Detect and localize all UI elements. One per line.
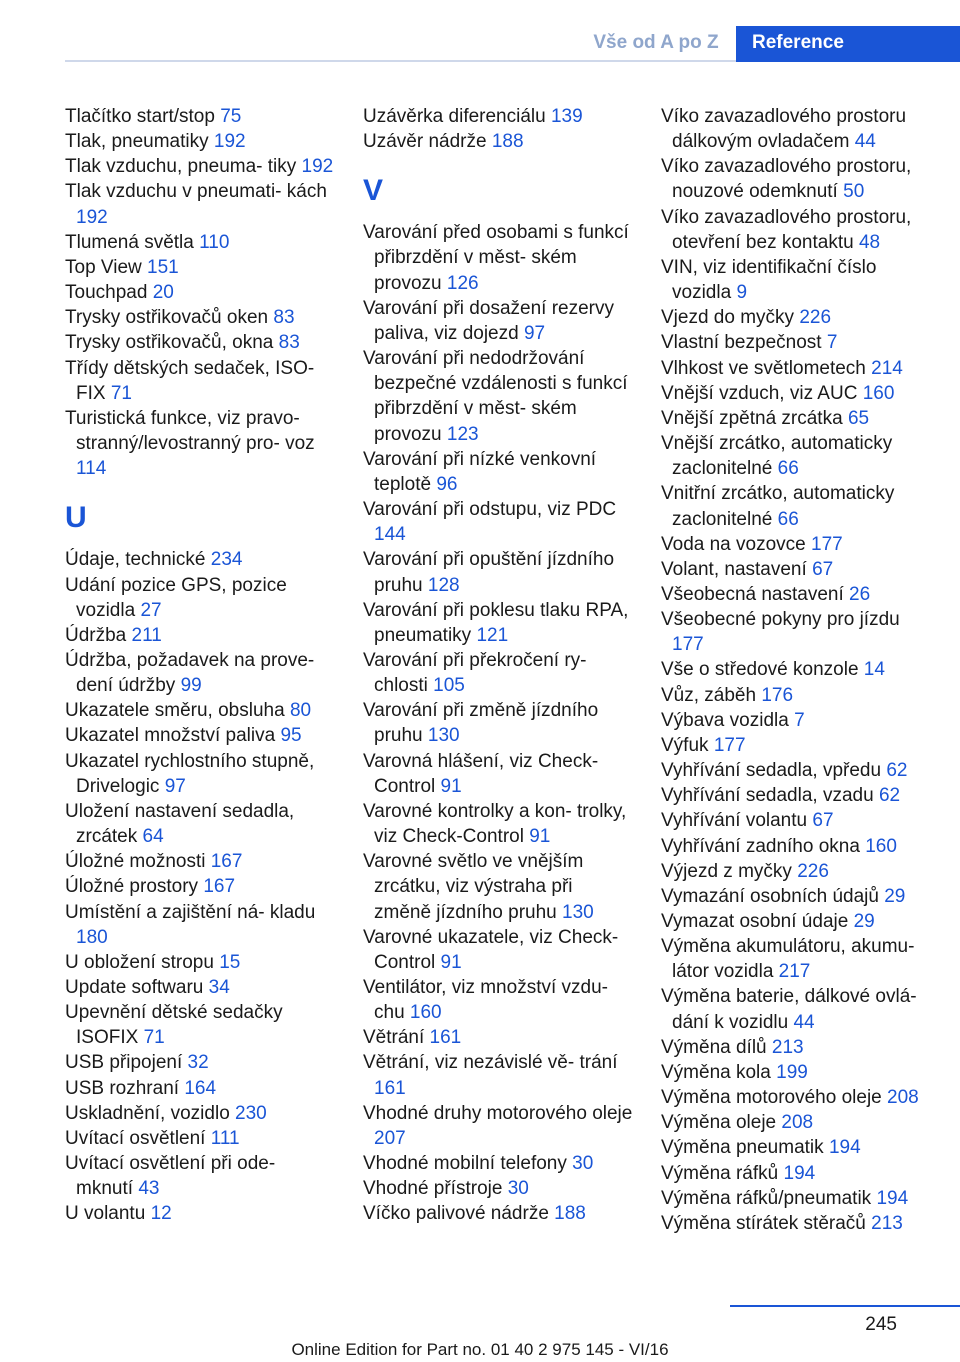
index-entry-text: Tlačítko start/stop xyxy=(65,106,215,127)
page-link[interactable]: 144 xyxy=(374,524,406,546)
page-link[interactable]: 30 xyxy=(507,1178,529,1200)
index-entry-text: Vlhkost ve světlometech xyxy=(661,357,866,379)
index-entry xyxy=(65,280,335,305)
index-entry-text: Víko zavazadlového prostoru, nouzové odemknutí xyxy=(661,156,912,203)
page-link[interactable]: 27 xyxy=(140,599,162,621)
index-entry-text: Úložné možnosti xyxy=(65,851,206,873)
page-link[interactable]: 177 xyxy=(713,734,746,756)
index-entry xyxy=(661,758,933,783)
index-entry xyxy=(65,623,335,648)
index-entry-text: Údržba, požadavek na prove- dení údržby xyxy=(65,649,315,697)
index-entry xyxy=(363,648,633,698)
index-entry-text: Výfuk xyxy=(661,734,709,756)
index-entry-text: Umístění a zajištění ná- kladu xyxy=(65,901,316,923)
index-entry-text: Víčko palivové nádrže xyxy=(363,1203,549,1225)
index-entry-text: Vnější vzduch, viz AUC xyxy=(661,382,858,404)
index-entry xyxy=(363,698,633,748)
page-link[interactable]: 105 xyxy=(433,675,465,697)
page-link[interactable]: 80 xyxy=(289,700,312,722)
index-entry xyxy=(65,104,335,129)
index-entry-text: U volantu xyxy=(65,1203,146,1225)
index-entry-text: Varovná hlášení, viz Check- Control xyxy=(363,750,599,797)
index-entry xyxy=(65,255,335,280)
index-entry xyxy=(661,330,933,355)
index-entry-text: Vjezd do myčky xyxy=(661,307,795,329)
index-entry xyxy=(661,1060,933,1085)
page-link[interactable]: 192 xyxy=(301,156,334,178)
index-entry-text: Top View xyxy=(65,256,142,278)
index-column-3 xyxy=(661,104,933,1236)
index-entry-text: Uložení nastavení sedadla, zrcátek xyxy=(65,800,295,848)
index-entry-text: Výměna kola xyxy=(661,1061,771,1083)
index-entry-text: Trysky ostřikovačů, okna xyxy=(65,332,274,354)
index-entry-text: Varování při nízké venkovní teplotě xyxy=(363,448,597,495)
index-entry-text: Větrání xyxy=(363,1027,425,1049)
index-entry xyxy=(661,859,933,884)
index-entry-text: Voda na vozovce xyxy=(661,533,806,555)
page-link[interactable]: 226 xyxy=(799,307,832,329)
page-link[interactable]: 194 xyxy=(828,1137,861,1159)
index-entry-text: Udání pozice GPS, pozice vozidla xyxy=(65,574,287,621)
index-entry xyxy=(661,557,933,582)
index-entry xyxy=(661,783,933,808)
index-entry-text: U obložení stropu xyxy=(65,951,214,973)
index-entry xyxy=(661,1135,933,1160)
index-entry-text: Varování při změně jízdního pruhu xyxy=(363,700,599,747)
index-entry xyxy=(661,934,933,984)
index-entry xyxy=(661,1110,933,1135)
index-entry xyxy=(661,1161,933,1186)
index-entry xyxy=(661,708,933,733)
index-entry xyxy=(65,573,335,623)
index-entry xyxy=(65,1151,335,1201)
index-entry xyxy=(65,406,335,481)
index-column-1 xyxy=(65,104,335,1227)
page-link[interactable]: 26 xyxy=(849,583,871,605)
page-link[interactable]: 230 xyxy=(235,1102,267,1124)
index-entry xyxy=(65,1000,335,1050)
index-entry xyxy=(661,154,933,204)
page-link[interactable]: 188 xyxy=(554,1203,586,1225)
index-entry xyxy=(661,1211,933,1236)
index-entry-text: Trysky ostřikovačů oken xyxy=(65,307,269,329)
index-entry xyxy=(65,900,335,950)
index-entry-text: Varování při odstupu, viz PDC xyxy=(363,499,617,521)
tab-a-to-z[interactable]: Vše od A po Z xyxy=(593,32,719,53)
index-entry xyxy=(363,1101,633,1151)
page-link[interactable]: 176 xyxy=(761,684,794,706)
page-link[interactable]: 29 xyxy=(853,911,875,932)
index-entry xyxy=(661,733,933,758)
index-entry xyxy=(65,230,335,255)
page-link[interactable]: 211 xyxy=(131,624,162,646)
index-entry xyxy=(661,884,933,909)
index-entry-text: Varování při nedodržování bezpečné vzdálenosti s funkcí přibrzdění v měst- ském provozu xyxy=(363,348,628,445)
index-entry xyxy=(65,547,335,572)
index-entry-text: Výměna dílů xyxy=(661,1036,767,1058)
index-entry xyxy=(65,356,335,406)
index-letter: V xyxy=(363,174,384,208)
page-link[interactable]: 9 xyxy=(736,282,748,304)
index-entry-text: Tlak vzduchu, pneuma- tiky xyxy=(65,156,297,178)
page-link[interactable]: 208 xyxy=(887,1087,919,1109)
index-entry-text: Údaje, technické xyxy=(65,549,206,571)
index-entry-text: Volant, nastavení xyxy=(661,558,807,580)
index-entry-text: Výměna stírátek stěračů xyxy=(661,1212,866,1234)
index-entry-text: Update softwaru xyxy=(65,977,204,998)
index-entry xyxy=(65,723,335,748)
index-entry-text: Výměna motorového oleje xyxy=(661,1087,882,1109)
page-link[interactable]: 71 xyxy=(143,1027,165,1049)
index-entry-text: Výměna oleje xyxy=(661,1112,777,1134)
index-entry-text: Turistická funkce, viz pravo- stranný/levostranný pro- voz xyxy=(65,407,315,455)
index-entry-text: Uvítací osvětlení xyxy=(65,1127,206,1149)
index-entry-text: Tlak, pneumatiky xyxy=(65,131,209,153)
page-link[interactable]: 44 xyxy=(854,131,876,153)
index-entry xyxy=(65,698,335,723)
index-entry xyxy=(65,330,335,355)
index-entry xyxy=(661,431,933,481)
page-link[interactable]: 167 xyxy=(203,876,236,898)
index-entry-text: Varovné kontrolky a kon- trolky, viz Check-Control xyxy=(363,800,627,848)
index-entry xyxy=(363,104,633,129)
index-entry xyxy=(363,975,633,1025)
index-entry-text: Vyhřívání zadního okna xyxy=(661,835,860,857)
index-entry-text: Vhodné mobilní telefony xyxy=(363,1153,567,1175)
index-entry xyxy=(661,255,933,305)
index-entry-text: Všeobecná nastavení xyxy=(661,583,844,605)
page-link[interactable]: 99 xyxy=(180,675,202,697)
page-link[interactable]: 208 xyxy=(781,1112,814,1134)
index-entry-text: Vyhřívání sedadla, vzadu xyxy=(661,785,874,807)
index-entry-text: Výměna ráfků/pneumatik xyxy=(661,1187,872,1209)
page-link[interactable]: 34 xyxy=(208,977,230,998)
page-link[interactable]: 217 xyxy=(778,961,811,983)
index-entry xyxy=(661,1035,933,1060)
index-entry-text: Ventilátor, viz množství vzdu- chu xyxy=(363,977,608,1024)
index-entry xyxy=(661,582,933,607)
index-entry-text: Touchpad xyxy=(65,282,148,304)
index-entry xyxy=(661,834,933,859)
index-entry-text: Vhodné druhy motorového oleje xyxy=(363,1102,633,1124)
page-link[interactable]: 43 xyxy=(138,1178,160,1200)
index-entry xyxy=(363,598,633,648)
index-entry-text: Varování při opuštění jízdního pruhu xyxy=(363,549,615,596)
page-link[interactable]: 48 xyxy=(858,231,881,253)
page-link[interactable]: 130 xyxy=(427,725,460,747)
index-entry xyxy=(363,1025,633,1050)
page-link[interactable]: 71 xyxy=(110,382,132,404)
page-link[interactable]: 30 xyxy=(572,1153,594,1175)
index-entry xyxy=(65,950,335,975)
index-entry xyxy=(65,154,335,179)
page-link[interactable]: 114 xyxy=(76,458,107,480)
index-entry xyxy=(65,1101,335,1126)
index-entry-text: Výměna baterie, dálkové ovlá- dání k vozidlu xyxy=(661,986,917,1033)
index-entry-text: Ukazatel množství paliva xyxy=(65,725,276,747)
index-entry-text: Víko zavazadlového prostoru, otevření bez kontaktu xyxy=(661,206,912,253)
index-entry xyxy=(661,1085,933,1110)
index-entry xyxy=(661,909,933,934)
page-link[interactable]: 29 xyxy=(884,885,906,907)
index-letter: U xyxy=(65,501,87,535)
index-entry-text: Uzávěrka diferenciálu xyxy=(363,106,546,127)
page-link[interactable]: 234 xyxy=(210,549,243,571)
edition-note: Online Edition for Part no. 01 40 2 975 145 - VI/16 xyxy=(291,1340,669,1359)
footer-rule xyxy=(730,1305,960,1307)
page-link[interactable]: 139 xyxy=(550,106,583,127)
index-entry-text: Úložné prostory xyxy=(65,876,199,898)
index-entry-text: Varovné světlo ve vnějším zrcátku, viz výstraha při změně jízdního pruhu xyxy=(363,851,584,923)
index-entry-text: Vyhřívání volantu xyxy=(661,810,808,832)
page-link[interactable]: 50 xyxy=(843,181,865,203)
index-entry xyxy=(661,657,933,682)
index-entry-text: USB připojení xyxy=(65,1052,183,1074)
page-link[interactable]: 91 xyxy=(529,826,551,848)
page-link[interactable]: 123 xyxy=(446,423,479,445)
index-entry xyxy=(661,984,933,1034)
page-link[interactable]: 130 xyxy=(562,901,594,923)
page-link[interactable]: 161 xyxy=(429,1027,462,1049)
index-entry-text: Tlak vzduchu v pneumati- kách xyxy=(65,181,327,203)
index-entry-text: Vyhřívání sedadla, vpředu xyxy=(661,760,882,782)
index-entry-text: Varování při poklesu tlaku RPA, pneumatiky xyxy=(363,599,629,646)
page-link[interactable]: 62 xyxy=(886,760,908,782)
page-link[interactable]: 151 xyxy=(147,256,179,278)
page-link[interactable]: 180 xyxy=(76,926,108,948)
page-link[interactable]: 64 xyxy=(142,826,164,848)
page-link[interactable]: 160 xyxy=(409,1002,442,1024)
page-link[interactable]: 164 xyxy=(184,1077,217,1099)
index-entry xyxy=(661,532,933,557)
index-entry xyxy=(363,547,633,597)
page-link[interactable]: 111 xyxy=(210,1127,240,1149)
page-link[interactable]: 7 xyxy=(794,709,805,731)
page-link[interactable]: 188 xyxy=(491,131,524,153)
page-link[interactable]: 213 xyxy=(871,1212,903,1234)
index-entry-text: Vnější zpětná zrcátka xyxy=(661,407,843,429)
index-entry xyxy=(65,799,335,849)
index-entry xyxy=(65,129,335,154)
index-entry xyxy=(65,874,335,899)
index-entry-text: Varování při překročení ry- chlosti xyxy=(363,649,587,697)
page-link[interactable]: 192 xyxy=(213,131,246,153)
index-entry-text: VIN, viz identifikační číslo vozidla xyxy=(661,256,877,304)
index-entry-text: Tlumená světla xyxy=(65,231,194,253)
page-link[interactable]: 97 xyxy=(164,775,186,797)
index-entry-text: Výbava vozidla xyxy=(661,709,789,731)
page-link[interactable]: 32 xyxy=(187,1052,209,1074)
page-link[interactable]: 199 xyxy=(776,1061,808,1083)
index-entry xyxy=(363,1176,633,1201)
index-entry xyxy=(661,104,933,154)
index-entry-text: Uvítací osvětlení při ode- mknutí xyxy=(65,1153,276,1200)
index-entry xyxy=(65,1126,335,1151)
page-link[interactable]: 177 xyxy=(672,634,704,656)
page-link[interactable]: 96 xyxy=(436,473,458,495)
page-link[interactable]: 20 xyxy=(152,282,174,304)
index-entry-text: Údržba xyxy=(65,624,127,646)
page-link[interactable]: 167 xyxy=(210,851,243,873)
page-link[interactable]: 44 xyxy=(793,1011,815,1033)
page-link[interactable]: 126 xyxy=(446,272,479,294)
index-entry xyxy=(363,296,633,346)
page-link[interactable]: 192 xyxy=(76,206,108,228)
index-entry xyxy=(65,849,335,874)
index-entry-text: Vše o středové konzole xyxy=(661,659,859,681)
page-link[interactable]: 160 xyxy=(865,835,897,857)
page-link[interactable]: 75 xyxy=(220,106,242,127)
index-entry-text: Uskladnění, vozidlo xyxy=(65,1102,230,1124)
page-link[interactable]: 160 xyxy=(862,382,895,404)
index-entry xyxy=(661,381,933,406)
page-link[interactable]: 95 xyxy=(280,725,302,747)
index-entry xyxy=(65,749,335,799)
page-number: 245 xyxy=(865,1314,897,1335)
index-entry xyxy=(661,205,933,255)
page-link[interactable]: 91 xyxy=(440,775,462,797)
index-entry xyxy=(363,1151,633,1176)
index-entry xyxy=(363,749,633,799)
index-entry-text: Vnitřní zrcátko, automaticky zaclonitelné xyxy=(661,483,895,530)
page-link[interactable]: 110 xyxy=(199,231,230,253)
index-entry xyxy=(65,1076,335,1101)
page-link[interactable]: 67 xyxy=(812,558,834,580)
index-entry-text: Vhodné přístroje xyxy=(363,1178,503,1200)
page-link[interactable]: 15 xyxy=(219,951,241,973)
index-entry xyxy=(363,799,633,849)
index-entry-text: Vůz, záběh xyxy=(661,684,757,706)
page-link[interactable]: 177 xyxy=(811,533,843,555)
index-column-2 xyxy=(363,104,633,1227)
page-link[interactable]: 128 xyxy=(427,574,460,596)
index-entry-text: Upevnění dětské sedačky ISOFIX xyxy=(65,1002,283,1049)
index-entry xyxy=(363,497,633,547)
index-entry xyxy=(65,975,335,1000)
index-entry xyxy=(661,683,933,708)
index-entry-text: Vymazání osobních údajů xyxy=(661,885,879,907)
index-entry xyxy=(363,1050,633,1100)
index-entry xyxy=(65,648,335,698)
index-entry-text: Ukazatele směru, obsluha xyxy=(65,700,285,722)
page-link[interactable]: 97 xyxy=(523,322,546,344)
index-entry-text: USB rozhraní xyxy=(65,1077,180,1099)
index-entry-text: Výjezd z myčky xyxy=(661,860,792,882)
index-entry xyxy=(363,849,633,924)
index-entry xyxy=(661,481,933,531)
index-entry xyxy=(65,305,335,330)
index-entry-text: Víko zavazadlového prostoru dálkovým ovladačem xyxy=(661,106,907,153)
page-link[interactable]: 7 xyxy=(826,332,838,354)
page-link[interactable]: 194 xyxy=(783,1162,816,1184)
index-entry-text: Vnější zrcátko, automaticky zaclonitelné xyxy=(661,433,893,480)
page-link[interactable]: 66 xyxy=(777,458,799,480)
index-entry xyxy=(661,305,933,330)
index-entry-text: Vlastní bezpečnost xyxy=(661,332,822,354)
index-entry xyxy=(363,925,633,975)
index-entry-text: Vymazat osobní údaje xyxy=(661,911,849,932)
page-link[interactable]: 66 xyxy=(777,508,799,530)
page-link[interactable]: 213 xyxy=(771,1036,804,1058)
index-entry-text: Všeobecné pokyny pro jízdu xyxy=(661,609,900,631)
index-entry xyxy=(65,179,335,229)
page-link[interactable]: 14 xyxy=(863,659,885,681)
page-link[interactable]: 214 xyxy=(871,357,903,379)
index-entry xyxy=(661,808,933,833)
page-link[interactable]: 207 xyxy=(374,1127,406,1149)
index-entry xyxy=(661,356,933,381)
index-entry-text: Varování při dosažení rezervy paliva, viz dojezd xyxy=(363,297,614,344)
index-entry-text: Varování před osobami s funkcí přibrzdění v měst- ském provozu xyxy=(363,222,629,294)
index-entry-text: Ukazatel rychlostního stupně, Drivelogic xyxy=(65,750,315,797)
index-entry xyxy=(363,129,633,154)
page-link[interactable]: 161 xyxy=(374,1077,406,1099)
index-entry xyxy=(363,1201,633,1226)
index-entry xyxy=(661,406,933,431)
index-entry-text: Třídy dětských sedaček, ISO- FIX xyxy=(65,357,315,404)
index-entry-text: Uzávěr nádrže xyxy=(363,131,487,153)
page-link[interactable]: 226 xyxy=(797,860,829,882)
index-entry-text: Větrání, viz nezávislé vě- trání xyxy=(363,1052,618,1074)
index-entry-text: Výměna akumulátoru, akumu- látor vozidla xyxy=(661,936,915,983)
page-link[interactable]: 62 xyxy=(878,785,901,807)
index-entry-text: Výměna ráfků xyxy=(661,1162,779,1184)
page-link[interactable]: 67 xyxy=(812,810,834,832)
index-entry xyxy=(65,1201,335,1226)
index-entry-text: Výměna pneumatik xyxy=(661,1137,824,1159)
index-entry-text: Varovné ukazatele, viz Check- Control xyxy=(363,926,619,973)
index-entry xyxy=(363,447,633,497)
page-link[interactable]: 121 xyxy=(476,624,509,646)
index-entry xyxy=(661,1186,933,1211)
page-link[interactable]: 83 xyxy=(278,332,300,354)
page-link[interactable]: 12 xyxy=(150,1203,172,1225)
index-entry xyxy=(65,1050,335,1075)
page-link[interactable]: 83 xyxy=(273,307,295,329)
index-entry xyxy=(363,346,633,447)
page-link[interactable]: 194 xyxy=(876,1187,909,1209)
index-entry xyxy=(363,220,633,295)
tab-reference[interactable]: Reference xyxy=(736,26,960,62)
page-link[interactable]: 65 xyxy=(847,407,870,429)
page-link[interactable]: 91 xyxy=(440,951,462,973)
index-entry xyxy=(661,607,933,657)
